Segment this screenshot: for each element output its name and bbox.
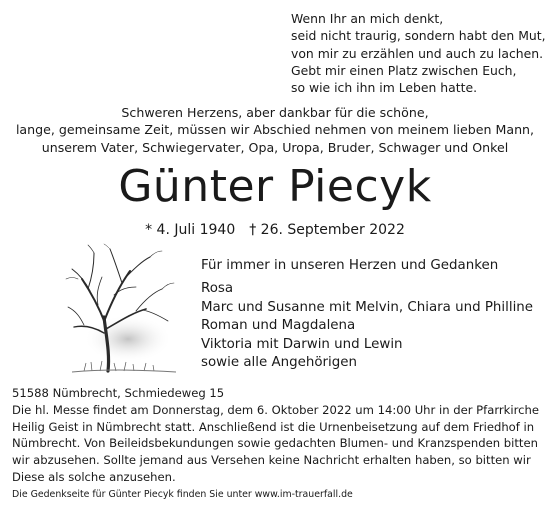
mourner-item: Rosa — [201, 281, 234, 296]
birth-date: * 4. Juli 1940 — [145, 222, 236, 238]
poem-line: von mir zu erzählen und auch zu lachen. — [291, 45, 544, 61]
intro-text — [0, 104, 550, 156]
intro-line: lange, gemeinsame Zeit, müssen wir Abschied nehmen von meinem lieben Mann, — [15, 122, 535, 138]
service-notice: Die hl. Messe findet am Donnerstag, dem 6. Oktober 2022 um 14:00 Uhr in der Pfarrkirche Heilig Geist in Nümbrecht statt. Anschließend ist die Urnenbeisetzung auf dem Friedhof in Nümbrecht. Von Beileidsbekundungen sowie gedachten Blumen- und Kranzspenden bitten wir abzusehen. Sollte jemand aus Versehen keine Nachricht erhalten haben, so bitten wir Diese als solche anzusehen. — [12, 403, 539, 484]
mourner-item: Roman und Magdalena — [201, 318, 356, 334]
life-dates — [0, 220, 550, 240]
death-date: † 26. September 2022 — [249, 222, 405, 238]
website-note: Die Gedenkseite für Günter Piecyk finden Sie unter www.im-trauerfall.de — [12, 489, 353, 500]
mourners-list — [201, 280, 533, 373]
mourner-item: sowie alle Angehörigen — [201, 355, 357, 371]
tree-icon — [64, 243, 180, 378]
forever-line: Für immer in unseren Herzen und Gedanken — [201, 258, 499, 273]
poem-line: so wie ich ihn im Leben hatte. — [291, 80, 478, 96]
intro-line: unserem Vater, Schwiegervater, Opa, Uropa, Bruder, Schwager und Onkel — [41, 139, 509, 155]
deceased-name: Günter Piecyk — [118, 161, 432, 212]
intro-line: Schweren Herzens, aber dankbar für die schöne, — [121, 105, 429, 120]
poem — [291, 10, 546, 96]
address: 51588 Nümbrecht, Schmiedeweg 15 — [12, 386, 225, 400]
mourner-item: Viktoria mit Darwin und Lewin — [201, 336, 403, 352]
mourner-item: Marc und Susanne mit Melvin, Chiara und Philline — [201, 299, 534, 315]
poem-line: seid nicht traurig, sondern habt den Mut, — [291, 28, 546, 44]
poem-line: Gebt mir einen Platz zwischen Euch, — [291, 62, 517, 78]
poem-line: Wenn Ihr an mich denkt, — [291, 11, 444, 26]
